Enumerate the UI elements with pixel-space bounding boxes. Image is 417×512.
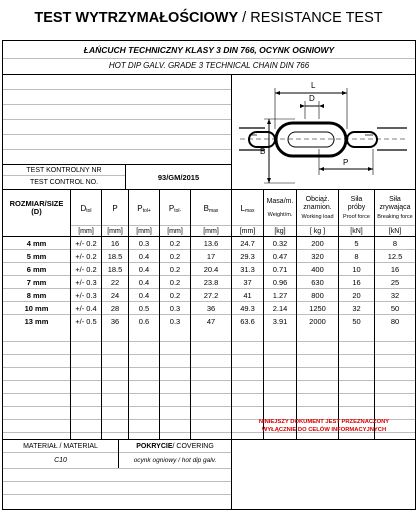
cell-pp: 0.6	[138, 316, 150, 326]
cell-size: 7 mm	[26, 277, 47, 287]
divider	[3, 301, 415, 302]
divider	[3, 468, 231, 469]
cell-pm: 0.3	[169, 303, 181, 313]
divider	[3, 494, 231, 495]
divider	[263, 189, 264, 439]
cell-m: 1.27	[272, 290, 288, 300]
chain-link-right	[347, 132, 377, 147]
cell-p: 36	[110, 316, 120, 326]
cell-l: 63.6	[240, 316, 255, 326]
divider	[3, 481, 231, 482]
cell-wl: 320	[311, 251, 324, 261]
cell-m: 0.71	[272, 264, 288, 274]
header-l-max	[232, 190, 263, 226]
header-ptol-plus-sub: tol+	[142, 208, 151, 214]
test-sheet	[2, 40, 416, 510]
label-p: P	[343, 158, 349, 167]
header-size-sub: (D)	[31, 207, 42, 216]
cell-pp: 0.4	[138, 277, 150, 287]
divider	[3, 288, 415, 289]
cell-bf: 25	[390, 277, 400, 287]
cell-pf: 50	[352, 316, 361, 326]
cell-b: 13.6	[203, 238, 219, 248]
cell-l: 24.7	[240, 238, 255, 248]
unit-working-load: [ kg ]	[309, 227, 326, 235]
divider	[3, 262, 415, 263]
header-b-max	[191, 190, 231, 226]
chain-link-left	[249, 132, 275, 147]
control-label-pl: TEST KONTROLNY NR	[26, 166, 102, 174]
divider	[3, 89, 231, 90]
material-label: MATERIAŁ / MATERIAL	[23, 442, 98, 450]
divider	[3, 393, 415, 394]
cell-pm: 0.2	[169, 238, 181, 248]
subtitle-english: HOT DIP GALV. GRADE 3 TECHNICAL CHAIN DIN 766	[108, 61, 310, 70]
notice-line-2: WYŁĄCZNIE DO CELÓW INFORMACYJNYCH	[261, 427, 387, 434]
header-ptol-plus	[129, 190, 159, 226]
cell-size: 10 mm	[24, 303, 49, 313]
cell-p: 16	[110, 238, 120, 248]
header-mass-sub: Weight/m.	[267, 211, 293, 218]
cell-wl: 1250	[309, 303, 326, 313]
cell-d: +/- 0.3	[75, 277, 97, 287]
cell-pm: 0.2	[169, 264, 181, 274]
divider	[374, 189, 375, 439]
cell-d: +/- 0.5	[75, 316, 97, 326]
cell-pm: 0.3	[169, 316, 181, 326]
cell-size: 8 mm	[26, 290, 47, 300]
divider	[3, 341, 415, 342]
header-ptol-plus-label: P	[137, 203, 143, 213]
cell-wl: 2000	[309, 316, 326, 326]
divider	[231, 439, 232, 509]
divider	[3, 314, 415, 315]
divider	[190, 189, 191, 439]
cell-p: 22	[110, 277, 120, 287]
divider	[3, 134, 231, 135]
divider	[3, 249, 415, 250]
divider	[3, 354, 415, 355]
cell-l: 41	[243, 290, 252, 300]
cell-bf: 8	[392, 238, 398, 248]
cell-d: +/- 0.3	[75, 290, 97, 300]
header-proof-force	[339, 190, 374, 226]
divider	[231, 74, 232, 189]
header-mass	[264, 190, 296, 226]
cell-m: 0.32	[272, 238, 288, 248]
unit-mass: [kg]	[274, 227, 286, 235]
divider	[3, 149, 231, 150]
chain-link-diagram	[235, 79, 411, 187]
header-b-max-sub: max	[208, 208, 219, 214]
divider	[70, 189, 71, 439]
subtitle-polish: ŁAŃCUCH TECHNICZNY KLASY 3 DIN 766, OCYNK OGNIOWY	[83, 45, 335, 55]
cell-bf: 80	[390, 316, 400, 326]
header-working-load	[297, 190, 338, 226]
cell-wl: 630	[311, 277, 324, 287]
cell-d: +/- 0.2	[75, 264, 97, 274]
covering-label	[119, 440, 231, 452]
header-proof-force-sub: Proof force	[343, 213, 370, 220]
divider	[159, 189, 160, 439]
cell-b: 23.8	[203, 277, 219, 287]
document-title	[0, 10, 417, 26]
unit-b-max: [mm]	[203, 227, 219, 235]
cell-l: 31.3	[240, 264, 255, 274]
divider	[3, 367, 415, 368]
cell-m: 3.91	[272, 316, 288, 326]
header-size	[3, 190, 70, 226]
header-d	[71, 190, 101, 226]
cell-pp: 0.4	[138, 264, 150, 274]
cell-wl: 200	[311, 238, 324, 248]
unit-proof-force: [kN]	[350, 227, 363, 235]
divider	[3, 119, 231, 120]
cell-m: 0.47	[272, 251, 288, 261]
covering-label-bold: POKRYCIE	[136, 442, 173, 450]
divider	[128, 189, 129, 439]
cell-b: 17	[206, 251, 216, 261]
covering-value: ocynk ogniowy / hot dip galv.	[133, 456, 217, 464]
cell-bf: 50	[390, 303, 400, 313]
header-size-label: ROZMIAR/SIZE	[9, 198, 64, 208]
divider	[338, 189, 339, 439]
header-ptol-minus-label: P	[168, 203, 175, 213]
cell-d: +/- 0.4	[75, 303, 97, 313]
divider	[231, 189, 232, 439]
cell-pp: 0.4	[138, 290, 150, 300]
cell-pf: 20	[352, 290, 361, 300]
informational-notice	[235, 418, 413, 434]
header-breaking-force	[375, 190, 415, 226]
cell-pf: 8	[354, 251, 359, 261]
header-breaking-force-sub: Breaking force	[377, 213, 413, 220]
cell-d: +/- 0.2	[75, 251, 97, 261]
header-mass-label: Masa/m.	[266, 198, 294, 206]
header-d-label: D	[80, 203, 87, 213]
cell-l: 29.3	[240, 251, 255, 261]
cell-pf: 32	[352, 303, 361, 313]
divider	[101, 189, 102, 439]
divider	[3, 58, 415, 59]
unit-l-max: [mm]	[239, 227, 256, 235]
cell-m: 2.14	[272, 303, 288, 313]
cell-pm: 0.2	[169, 290, 181, 300]
header-l-max-sub: max	[245, 208, 255, 214]
header-breaking-force-label: Siła	[389, 196, 401, 204]
cell-p: 18.5	[107, 264, 123, 274]
title-bold: TEST WYTRZYMAŁOŚCIOWY	[34, 10, 239, 26]
cell-b: 20.4	[203, 264, 219, 274]
header-ptol-minus-sub: tol-	[174, 208, 182, 214]
cell-pm: 0.2	[169, 277, 181, 287]
header-d-sub: tol	[86, 208, 92, 214]
chain-link-main	[276, 123, 346, 156]
label-d: D	[309, 94, 315, 103]
cell-pp: 0.4	[138, 251, 150, 261]
cell-b: 27.2	[203, 290, 219, 300]
cell-pm: 0.2	[169, 251, 181, 261]
cell-pf: 10	[352, 264, 361, 274]
cell-b: 36	[206, 303, 216, 313]
cell-size: 6 mm	[26, 264, 47, 274]
cell-b: 47	[206, 316, 216, 326]
header-b-max-label: B	[203, 203, 209, 213]
divider	[3, 74, 415, 75]
header-working-load-label: Obciąż.	[305, 196, 330, 204]
divider	[3, 275, 415, 276]
cell-pf: 5	[354, 238, 359, 248]
cell-pf: 16	[352, 277, 361, 287]
divider	[296, 189, 297, 439]
header-p: P	[112, 203, 118, 213]
cell-wl: 400	[311, 264, 324, 274]
covering-label-rest: / COVERING	[172, 442, 214, 450]
unit-p: [mm]	[107, 227, 123, 235]
cell-size: 4 mm	[26, 238, 47, 248]
material-value: C10	[54, 456, 67, 464]
header-working-load-label2: znamion.	[303, 203, 332, 211]
cell-p: 18.5	[107, 251, 123, 261]
cell-size: 5 mm	[26, 251, 47, 261]
title-rest: / RESISTANCE TEST	[238, 10, 383, 26]
notice-line-1: NINIEJSZY DOKUMENT JEST PRZEZNACZONY	[258, 419, 390, 425]
chain-link-inner	[288, 132, 334, 147]
cell-bf: 16	[390, 264, 400, 274]
divider	[3, 406, 415, 407]
label-b: B	[260, 147, 266, 156]
cell-wl: 800	[311, 290, 324, 300]
cell-l: 37	[243, 277, 252, 287]
divider	[3, 104, 231, 105]
cell-bf: 12.5	[387, 251, 403, 261]
cell-l: 49.3	[240, 303, 255, 313]
unit-ptol-plus: [mm]	[136, 227, 152, 235]
header-ptol-minus	[160, 190, 190, 226]
cell-size: 13 mm	[24, 316, 49, 326]
cell-d: +/- 0.2	[75, 238, 97, 248]
header-breaking-force-label2: zrywająca	[379, 203, 411, 211]
control-label-en: TEST CONTROL NO.	[29, 178, 99, 186]
header-l-max-label: L	[240, 203, 245, 213]
control-number: 93/GM/2015	[157, 172, 200, 182]
cell-p: 24	[110, 290, 120, 300]
header-proof-force-label: Siła	[350, 196, 363, 204]
cell-pp: 0.3	[138, 238, 150, 248]
cell-pp: 0.5	[138, 303, 150, 313]
header-proof-force-label2: próby	[347, 203, 366, 211]
unit-ptol-minus: [mm]	[167, 227, 183, 235]
divider	[118, 439, 119, 469]
cell-p: 28	[110, 303, 120, 313]
divider	[3, 380, 415, 381]
header-working-load-sub: Working load	[301, 213, 334, 220]
cell-bf: 32	[390, 290, 400, 300]
unit-breaking-force: [kN]	[388, 227, 402, 235]
label-l: L	[311, 81, 316, 90]
unit-d: [mm]	[78, 227, 94, 235]
cell-m: 0.96	[272, 277, 288, 287]
